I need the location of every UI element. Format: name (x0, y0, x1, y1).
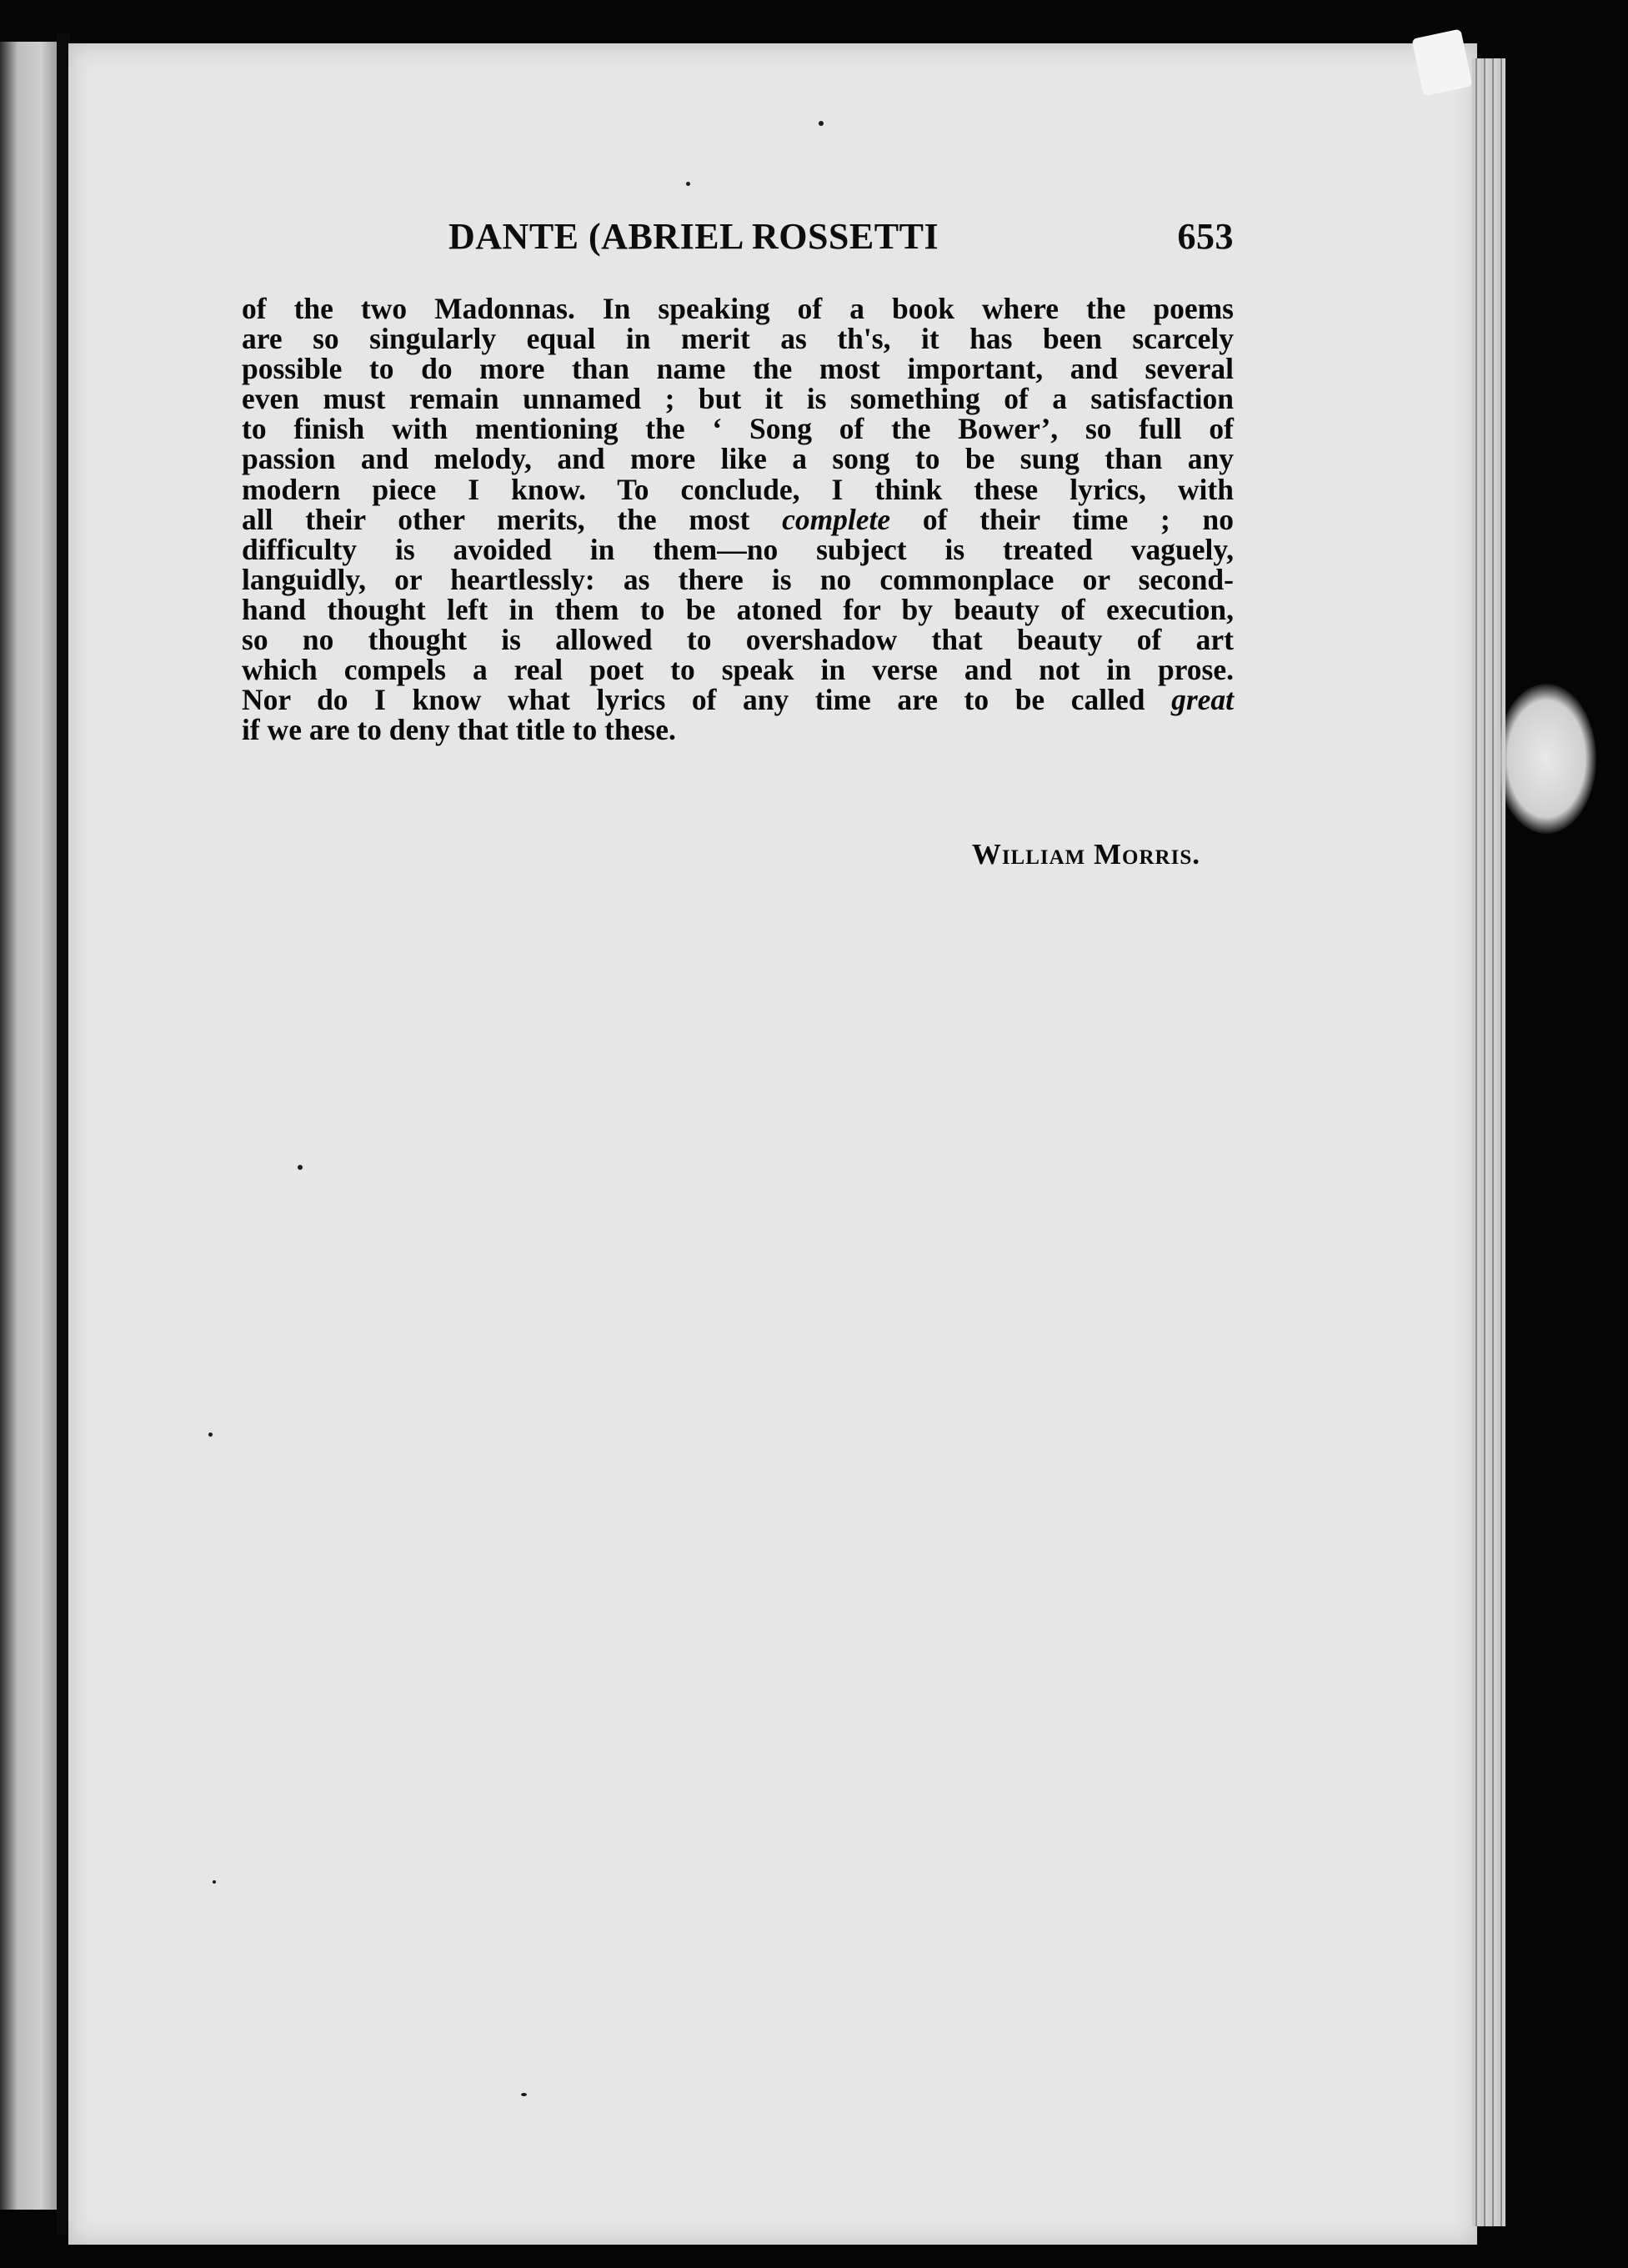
text-line: which compels a real poet to speak in verse and not in prose. (242, 653, 1234, 687)
text-line: passion and melody, and more like a song to be sung than any (242, 442, 1234, 476)
page-edge-stack (1472, 58, 1505, 2226)
running-head-title: DANTE (ABRIEL ROSSETTI (448, 216, 939, 257)
facing-page-edge (0, 42, 58, 2210)
text-line (242, 685, 1234, 715)
text-line: difficulty is avoided in them—no subject is treated vaguely, (242, 532, 1234, 566)
page-number: 653 (1177, 216, 1234, 257)
text-line: to finish with mentioning the ‘ Song of the Bower’, so full of (242, 412, 1234, 446)
ink-speck (686, 182, 690, 186)
text-run: all their other merits, the most (242, 502, 783, 536)
text-line: hand thought left in them to be atoned for by beauty of execution, (242, 592, 1234, 626)
running-head (242, 215, 1234, 265)
ink-speck (819, 121, 824, 126)
paper-damage-spot (1496, 684, 1596, 834)
text-line: so no thought is allowed to overshadow that beauty of art (242, 623, 1234, 657)
italic-word: great (1171, 683, 1234, 717)
ink-speck (521, 2093, 527, 2096)
text-line: of the two Madonnas. In speaking of a book where the poems (242, 292, 1234, 325)
body-text (242, 294, 1234, 745)
ink-speck (298, 1165, 303, 1170)
ink-speck (213, 1880, 216, 1884)
ink-speck (208, 1433, 213, 1437)
text-line: are so singularly equal in merit as th's, it has been scarcely (242, 322, 1234, 356)
italic-word: complete (782, 502, 891, 536)
text-line (242, 504, 1234, 534)
text-line: possible to do more than name the most important, and several (242, 352, 1234, 386)
text-run: of their time ; no (890, 502, 1234, 536)
text-line: if we are to deny that title to these. (242, 713, 676, 747)
text-line: even must remain unnamed ; but it is something of a satisfaction (242, 382, 1234, 416)
torn-corner (1411, 29, 1472, 97)
text-line: modern piece I know. To conclude, I think these lyrics, with (242, 472, 1234, 506)
author-signature: William Morris. (971, 838, 1200, 871)
text-line: languidly, or heartlessly: as there is no commonplace or second- (242, 562, 1234, 596)
text-run: Nor do I know what lyrics of any time are to be called (242, 683, 1172, 717)
